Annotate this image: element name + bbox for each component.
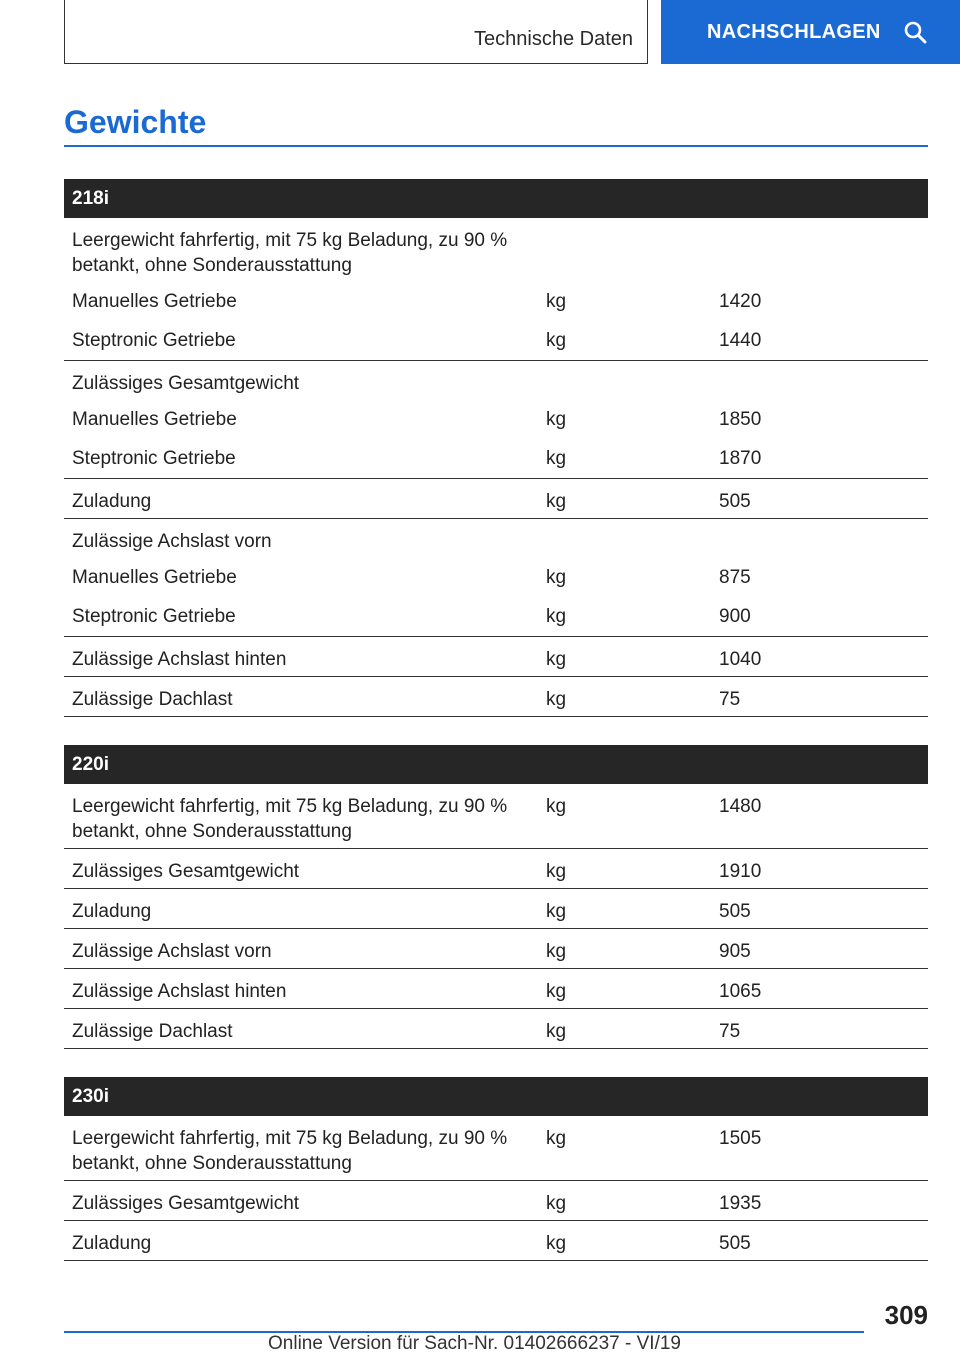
row-value: 75 [719, 1021, 741, 1042]
row-label: Zulässiges Gesamtgewicht [72, 861, 300, 882]
row-label: Steptronic Getriebe [72, 330, 236, 351]
model-header: 218i [64, 179, 928, 218]
nachschlagen-tab-label: NACHSCHLAGEN [707, 20, 881, 43]
row-label: Manuelles Getriebe [72, 567, 237, 588]
row-label: Steptronic Getriebe [72, 448, 236, 469]
row-value: 505 [719, 901, 751, 922]
row-unit: kg [546, 409, 567, 430]
row-label: Manuelles Getriebe [72, 291, 237, 312]
row-label: Zulässige Achslast vorn [72, 531, 272, 552]
row-unit: kg [546, 1021, 567, 1042]
table-row [64, 889, 928, 929]
table-row [64, 282, 928, 321]
table-row [64, 969, 928, 1009]
row-value: 1505 [719, 1128, 762, 1149]
row-label: Zuladung [72, 491, 152, 512]
row-unit: kg [546, 1233, 567, 1254]
row-unit: kg [546, 291, 567, 312]
table-row [64, 479, 928, 519]
row-value: 900 [719, 606, 751, 627]
row-value: 905 [719, 941, 751, 962]
table-row [64, 597, 928, 637]
row-unit: kg [546, 491, 567, 512]
row-unit: kg [546, 606, 567, 627]
row-label: Steptronic Getriebe [72, 606, 236, 627]
row-unit: kg [546, 448, 567, 469]
row-value: 875 [719, 567, 751, 588]
table-row [64, 849, 928, 889]
row-value: 505 [719, 1233, 751, 1254]
weight-table-218i [64, 179, 928, 717]
header-section-box [64, 0, 648, 64]
weight-table-220i [64, 745, 928, 1049]
weight-table-230i [64, 1077, 928, 1261]
row-label: Manuelles Getriebe [72, 409, 237, 430]
row-unit: kg [546, 861, 567, 882]
row-unit: kg [546, 330, 567, 351]
table-row [64, 1009, 928, 1049]
row-unit: kg [546, 981, 567, 1002]
row-unit: kg [546, 1128, 567, 1149]
row-label: Zuladung [72, 1233, 152, 1254]
row-value: 1850 [719, 409, 762, 430]
row-label: Zulässige Achslast hinten [72, 649, 287, 670]
row-unit: kg [546, 796, 567, 817]
row-unit: kg [546, 649, 567, 670]
table-row [64, 558, 928, 597]
table-row [64, 361, 928, 400]
table-row [64, 218, 928, 282]
row-label: Zulässiges Gesamtgewicht [72, 373, 300, 394]
row-value: 1870 [719, 448, 762, 469]
row-label: Zulässige Achslast vorn [72, 941, 272, 962]
row-value: 1420 [719, 291, 762, 312]
row-value: 1935 [719, 1193, 762, 1214]
row-value: 1480 [719, 796, 762, 817]
table-row [64, 784, 928, 849]
row-value: 1440 [719, 330, 762, 351]
row-unit: kg [546, 941, 567, 962]
model-header: 220i [64, 745, 928, 784]
row-unit: kg [546, 689, 567, 710]
row-label: Zuladung [72, 901, 152, 922]
row-value: 1910 [719, 861, 762, 882]
row-label: Zulässige Dachlast [72, 1021, 233, 1042]
row-label: Zulässige Dachlast [72, 689, 233, 710]
table-row [64, 519, 928, 558]
row-label: Zulässiges Gesamtgewicht [72, 1193, 300, 1214]
title-divider [64, 145, 928, 147]
row-value: 505 [719, 491, 751, 512]
row-value: 75 [719, 689, 741, 710]
row-label: Leergewicht fahrfertig, mit 75 kg Beladung, zu 90 % betankt, ohne Sonderausstattung [72, 796, 508, 842]
table-row [64, 1116, 928, 1181]
model-header: 230i [64, 1077, 928, 1116]
table-row [64, 1221, 928, 1261]
table-row [64, 1181, 928, 1221]
row-unit: kg [546, 567, 567, 588]
header-section-title: Technische Daten [474, 28, 633, 50]
row-unit: kg [546, 901, 567, 922]
table-row [64, 929, 928, 969]
search-icon[interactable] [903, 20, 927, 44]
table-row [64, 321, 928, 361]
nachschlagen-tab[interactable] [661, 0, 960, 64]
page-number: 309 [884, 1300, 928, 1330]
table-row [64, 439, 928, 479]
table-row [64, 677, 928, 717]
row-value: 1040 [719, 649, 762, 670]
page-title: Gewichte [64, 104, 207, 140]
row-value: 1065 [719, 981, 762, 1002]
table-row [64, 637, 928, 677]
row-label: Leergewicht fahrfertig, mit 75 kg Beladung, zu 90 % betankt, ohne Sonderausstattung [72, 1128, 508, 1174]
row-unit: kg [546, 1193, 567, 1214]
footer-version-text: Online Version für Sach-Nr. 01402666237 - VI/19 [268, 1333, 681, 1354]
row-label: Zulässige Achslast hinten [72, 981, 287, 1002]
table-row [64, 400, 928, 439]
row-label: Leergewicht fahrfertig, mit 75 kg Beladung, zu 90 % betankt, ohne Sonderausstattung [72, 230, 508, 276]
